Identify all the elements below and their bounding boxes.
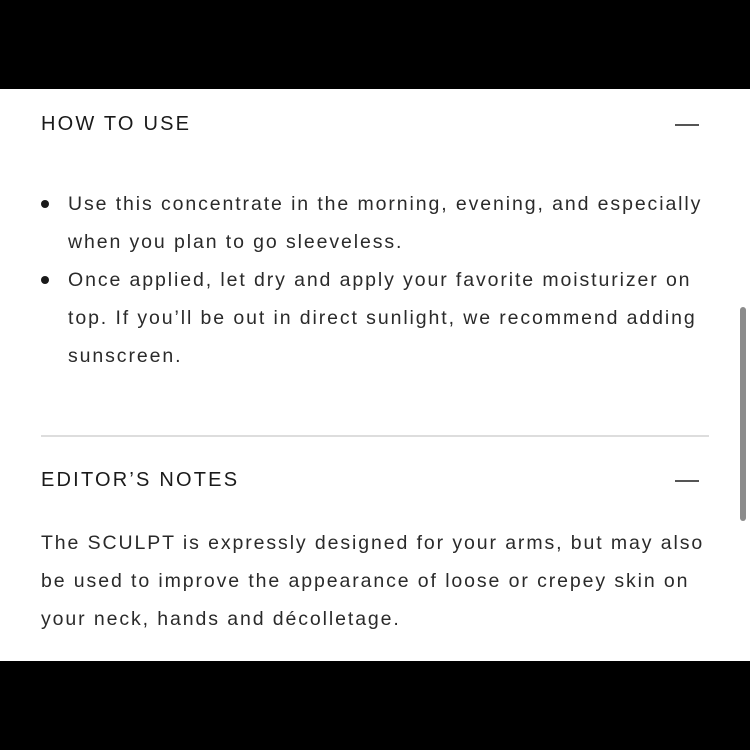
editors-notes-title: EDITOR’S NOTES [41, 469, 240, 491]
letterbox-bottom [0, 661, 750, 750]
scrollbar-thumb[interactable] [740, 307, 746, 521]
section-divider [41, 435, 709, 437]
list-item-text: Use this concentrate in the morning, evening, and especially when you plan to go sleeveless. [68, 193, 703, 253]
editors-notes-header[interactable] [41, 465, 709, 495]
list-item-text: Once applied, let dry and apply your favorite moisturizer on top. If you’ll be out in direct sunlight, we recommend adding sunscreen. [68, 269, 697, 367]
letterbox-top [0, 0, 750, 89]
minus-icon [675, 124, 699, 126]
how-to-use-title: HOW TO USE [41, 113, 192, 135]
how-to-use-collapse-toggle[interactable] [675, 109, 699, 139]
list-item [41, 185, 709, 261]
scrollbar[interactable] [740, 89, 746, 661]
bullet-icon [41, 200, 49, 208]
bullet-icon [41, 276, 49, 284]
how-to-use-header[interactable] [41, 109, 709, 139]
product-details-panel [0, 89, 750, 661]
editors-notes-collapse-toggle[interactable] [675, 465, 699, 495]
editors-notes-body: The SCULPT is expressly designed for your arms, but may also be used to improve the appearance of loose or crepey skin on your neck, hands and décolletage. [41, 532, 705, 630]
list-item [41, 261, 709, 375]
how-to-use-list [41, 185, 709, 375]
minus-icon [675, 480, 699, 482]
